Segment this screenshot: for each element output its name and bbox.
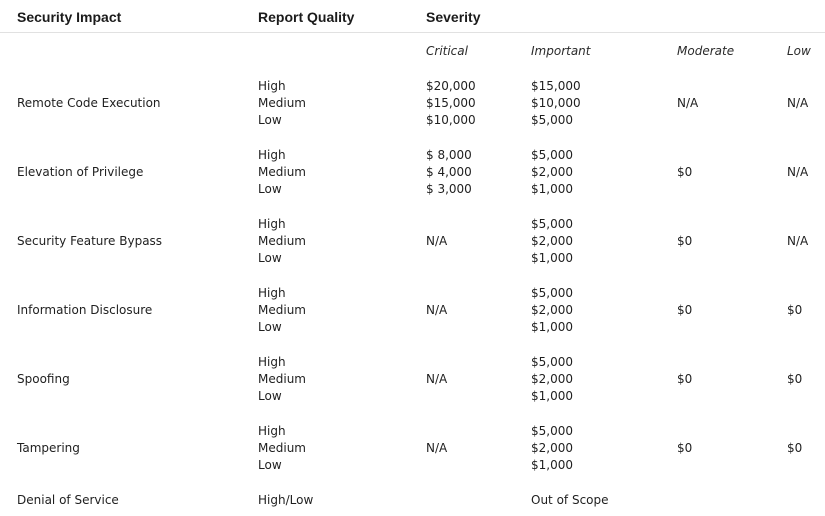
low-amount: $0 <box>787 303 803 317</box>
header-divider <box>0 32 825 33</box>
important-amounts: $15,000 $10,000 $5,000 <box>531 79 581 127</box>
moderate-amount: $0 <box>677 165 693 179</box>
low-amount: N/A <box>787 96 809 110</box>
impact-label: Elevation of Privilege <box>17 165 144 179</box>
quality-levels: High/Low <box>258 493 314 507</box>
moderate-amount: $0 <box>677 372 693 386</box>
critical-amounts: $20,000 $15,000 $10,000 <box>426 79 476 127</box>
moderate-amount: $0 <box>677 441 693 455</box>
moderate-amount: $0 <box>677 303 693 317</box>
low-amount: N/A <box>787 234 809 248</box>
severity-low-label: Low <box>787 44 811 58</box>
moderate-amount: $0 <box>677 234 693 248</box>
low-amount: $0 <box>787 372 803 386</box>
impact-label: Information Disclosure <box>17 303 153 317</box>
low-amount: N/A <box>787 165 809 179</box>
critical-amount: N/A <box>426 372 448 386</box>
impact-label: Remote Code Execution <box>17 96 161 110</box>
header-severity: Severity <box>426 9 481 25</box>
out-of-scope-label: Out of Scope <box>531 493 609 507</box>
low-amount: $0 <box>787 441 803 455</box>
important-amounts: $5,000 $2,000 $1,000 <box>531 424 573 472</box>
severity-critical-label: Critical <box>426 44 468 58</box>
quality-levels: High Medium Low <box>258 355 306 403</box>
impact-label: Spoofing <box>17 372 70 386</box>
header-report-quality: Report Quality <box>258 9 355 25</box>
critical-amount: N/A <box>426 303 448 317</box>
impact-label: Security Feature Bypass <box>17 234 163 248</box>
header-security-impact: Security Impact <box>17 9 122 25</box>
important-amounts: $5,000 $2,000 $1,000 <box>531 148 573 196</box>
impact-label: Tampering <box>17 441 80 455</box>
quality-levels: High Medium Low <box>258 148 306 196</box>
severity-important-label: Important <box>531 44 591 58</box>
important-amounts: $5,000 $2,000 $1,000 <box>531 355 573 403</box>
impact-label: Denial of Service <box>17 493 119 507</box>
critical-amounts: $ 8,000 $ 4,000 $ 3,000 <box>426 148 472 196</box>
critical-amount: N/A <box>426 234 448 248</box>
quality-levels: High Medium Low <box>258 217 306 265</box>
quality-levels: High Medium Low <box>258 79 306 127</box>
important-amounts: $5,000 $2,000 $1,000 <box>531 286 573 334</box>
important-amounts: $5,000 $2,000 $1,000 <box>531 217 573 265</box>
quality-levels: High Medium Low <box>258 286 306 334</box>
moderate-amount: N/A <box>677 96 699 110</box>
critical-amount: N/A <box>426 441 448 455</box>
quality-levels: High Medium Low <box>258 424 306 472</box>
severity-moderate-label: Moderate <box>677 44 735 58</box>
